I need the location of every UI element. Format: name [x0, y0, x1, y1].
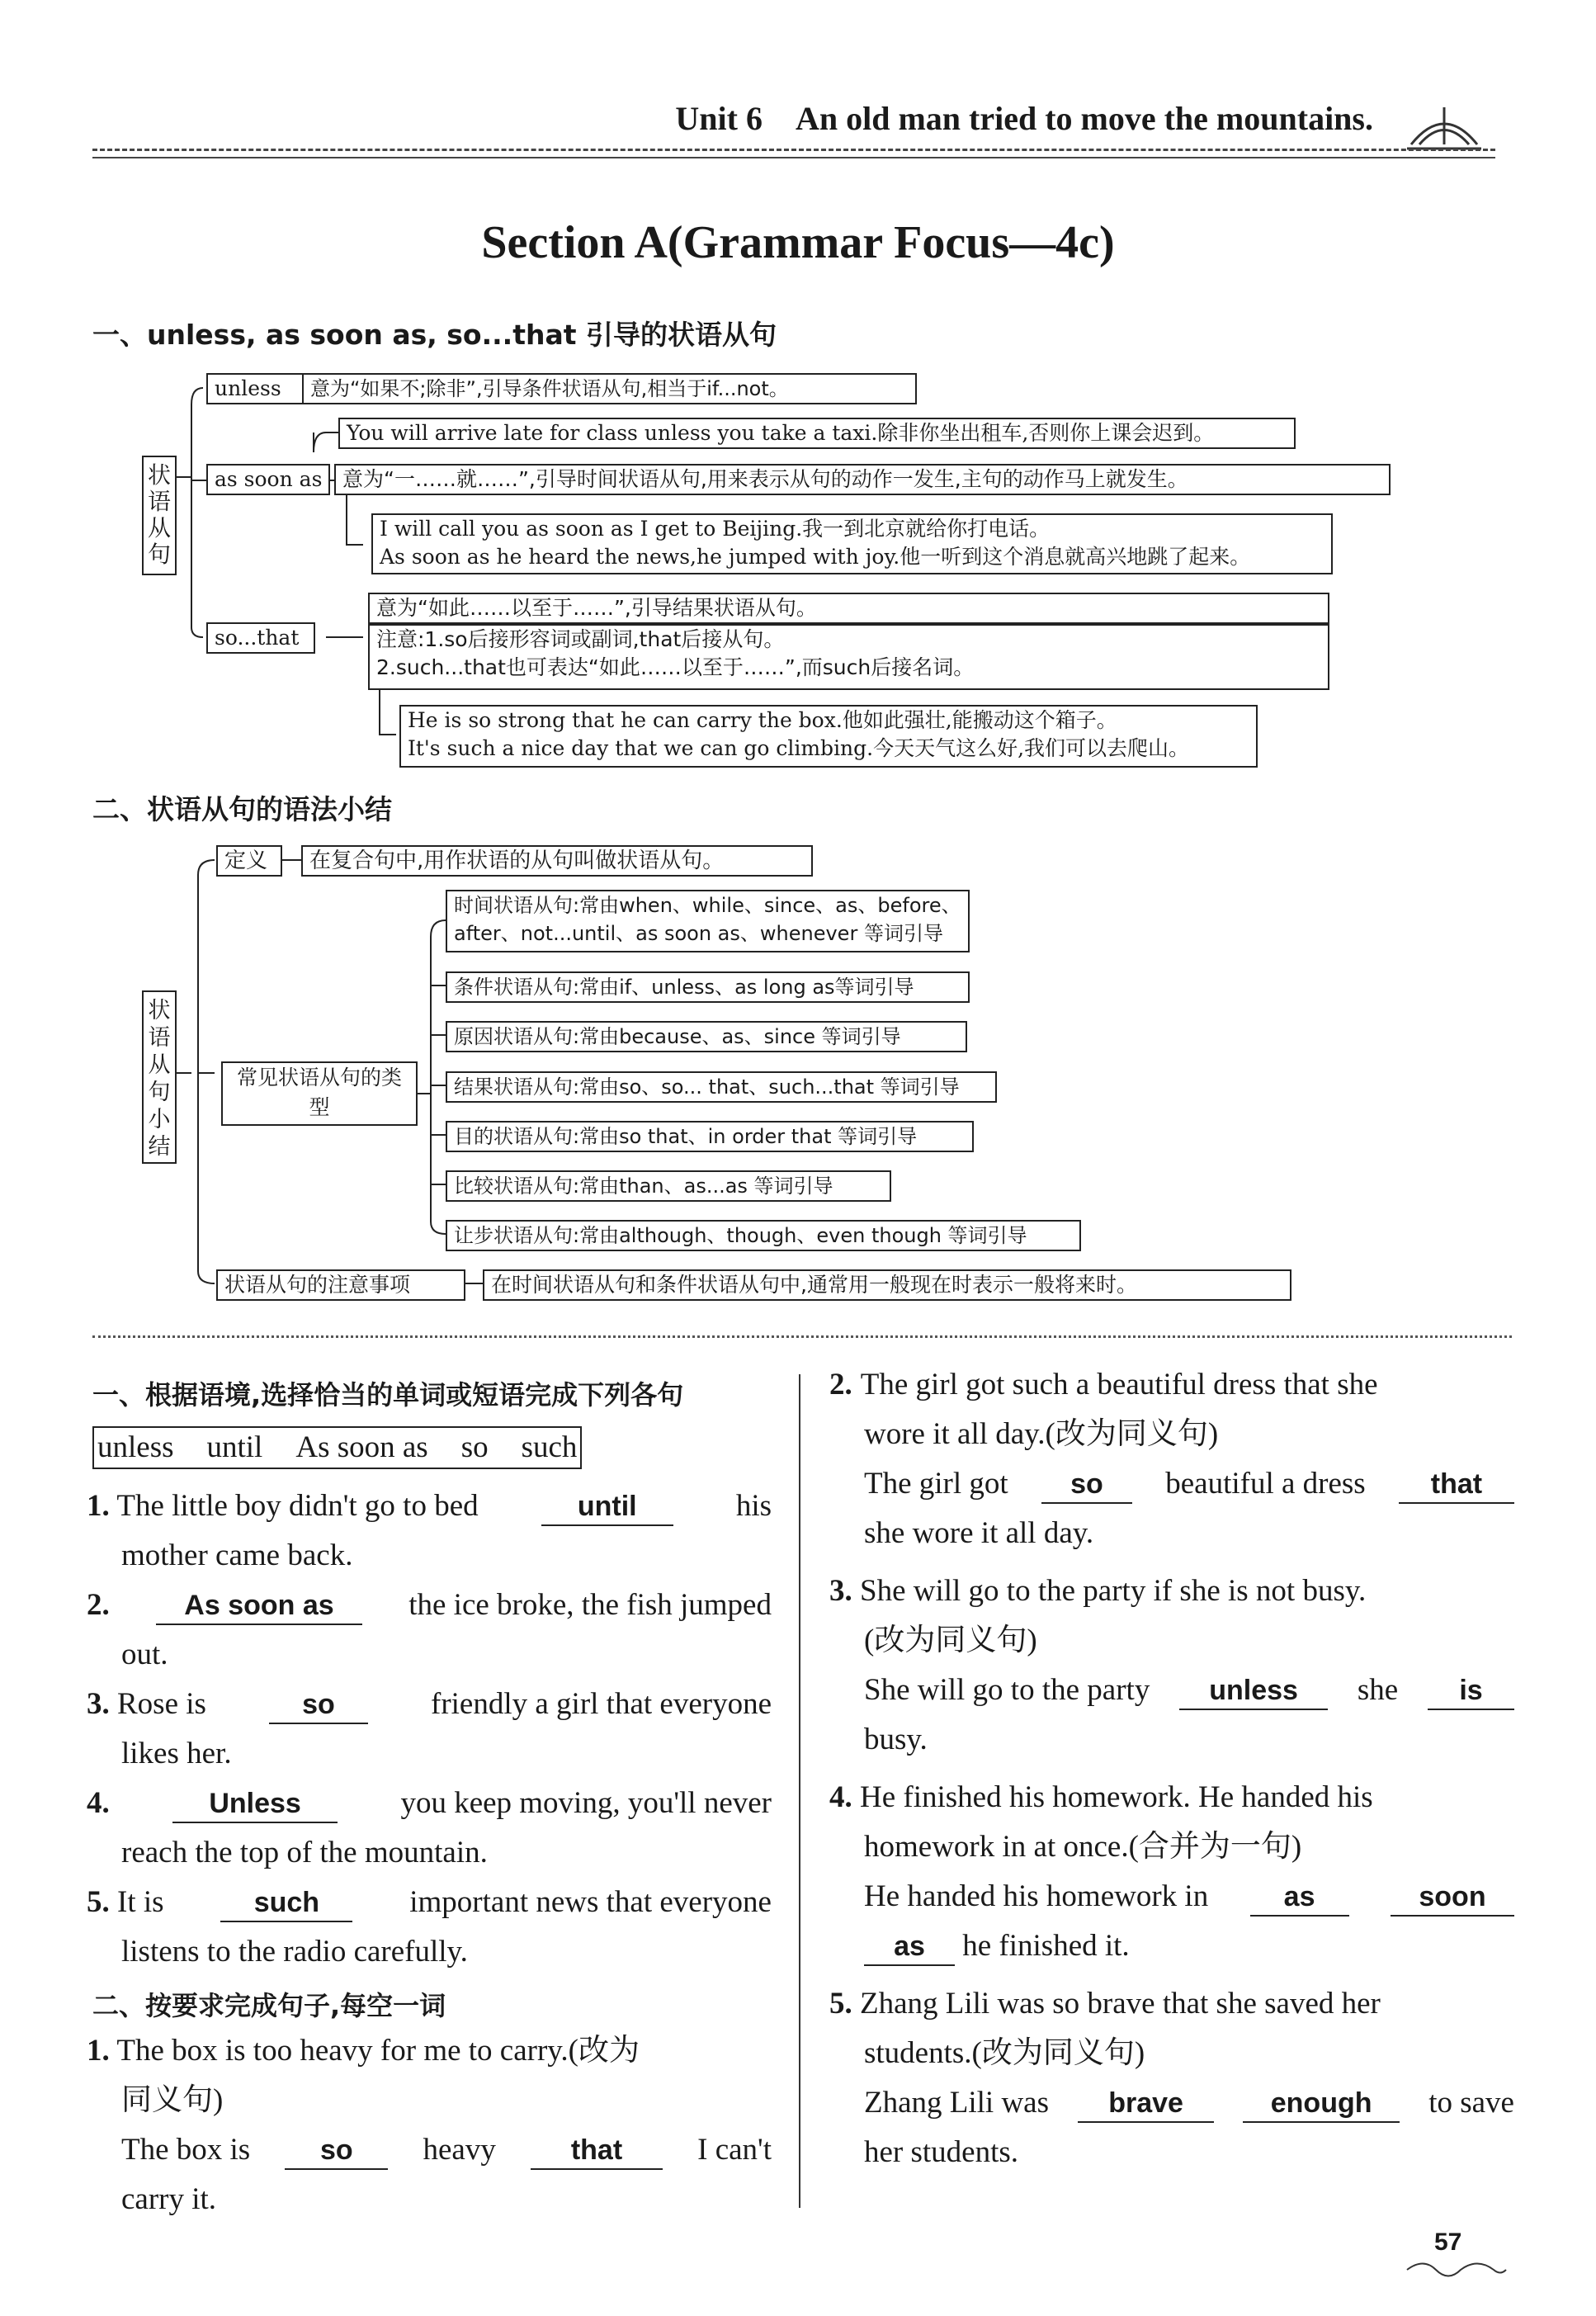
exercise2-item-5: 5. Zhang Lili was so brave that she saved her students.(改为同义句) Zhang Lili was brave enough to save her students.: [829, 1987, 1514, 2169]
exercise1-item-2: 2. As soon as the ice broke, the fish jumped out.: [87, 1588, 772, 1671]
exercise1-item-4: 4. Unless you keep moving, you'll never reach the top of the mountain.: [87, 1786, 772, 1869]
word-bank-item: unless: [97, 1430, 174, 1464]
unless-meaning: 意为“如果不;除非”,引导条件状语从句,相当于if...not。: [302, 373, 917, 404]
answer-blank: until: [541, 1488, 673, 1526]
answer-blank: enough: [1243, 2085, 1400, 2123]
definition-label: 定义: [216, 845, 282, 877]
definition-text: 在复合句中,用作状语的从句叫做状语从句。: [301, 845, 813, 877]
word-bank-item: until: [206, 1430, 263, 1464]
so-that-example-2: It's such a nice day that we can go climbing.今天天气这么好,我们可以去爬山。: [408, 736, 1190, 760]
exercise1-heading: 一、根据语境,选择恰当的单词或短语完成下列各句: [92, 1379, 684, 1411]
as-soon-as-example-1: I will call you as soon as I get to Beijing.我一到北京就给你打电话。: [380, 517, 1051, 541]
answer-blank: so: [269, 1686, 368, 1724]
page-number: 57: [1434, 2229, 1462, 2256]
answer-blank: brave: [1078, 2085, 1214, 2123]
footer-ornament-icon: [1403, 2257, 1510, 2282]
type-result: 结果状语从句:常由so、so... that、such...that 等词引导: [446, 1071, 997, 1103]
answer-blank: unless: [1179, 1672, 1328, 1710]
part1-root: 状语从句: [142, 456, 177, 575]
so-that-notes: [368, 624, 1329, 690]
type-reason: 原因状语从句:常由because、as、since 等词引导: [446, 1021, 967, 1052]
unless-example: You will arrive late for class unless you take a taxi.除非你坐出租车,否则你上课会迟到。: [338, 418, 1296, 449]
type-condition: 条件状语从句:常由if、unless、as long as等词引导: [446, 971, 970, 1003]
notice-text: 在时间状语从句和条件状语从句中,通常用一般现在时表示一般将来时。: [483, 1269, 1291, 1301]
answer-blank: that: [1399, 1466, 1514, 1504]
types-label: 常见状语从句的类型: [221, 1061, 418, 1126]
answer-blank: is: [1428, 1672, 1514, 1710]
part1-heading: 一、unless, as soon as, so...that 引导的状语从句: [92, 319, 777, 351]
word-bank-item: such: [521, 1430, 578, 1464]
unit-title: An old man tried to move the mountains.: [795, 100, 1373, 137]
exercise2-heading: 二、按要求完成句子,每空一词: [92, 1990, 446, 2021]
type-time: [446, 890, 970, 952]
word-bank-item: so: [460, 1430, 489, 1464]
answer-blank: Unless: [172, 1785, 338, 1823]
exercise1-item-1: 1. The little boy didn't go to bed until his mother came back.: [87, 1489, 772, 1572]
word-bank: [92, 1426, 582, 1469]
part2-root: 状语从句小结: [142, 990, 177, 1164]
answer-blank: so: [1041, 1466, 1132, 1504]
type-purpose: 目的状语从句:常由so that、in order that 等词引导: [446, 1121, 974, 1152]
type-comparison: 比较状语从句:常由than、as...as 等词引导: [446, 1170, 891, 1202]
notice-label: 状语从句的注意事项: [216, 1269, 465, 1301]
so-that-note-2: 2.such...that也可表达“如此……以至于……”,而such后接名词。: [376, 655, 975, 679]
answer-blank: soon: [1391, 1879, 1514, 1917]
section-title: Section A(Grammar Focus—4c): [481, 217, 1115, 268]
as-soon-as-example-2: As soon as he heard the news,he jumped with joy.他一听到这个消息就高兴地跳了起来。: [380, 545, 1251, 569]
type-time-line-2: after、not...until、as soon as、whenever 等词引导: [454, 922, 943, 945]
section-divider: [92, 1335, 1512, 1338]
exercise1-item-3: 3. Rose is so friendly a girl that everyone likes her.: [87, 1687, 772, 1770]
answer-blank: as: [864, 1928, 955, 1966]
so-that-meaning: 意为“如此……以至于……”,引导结果状语从句。: [368, 593, 1329, 624]
exercise2-item-4: 4. He finished his homework. He handed his homework in at once.(合并为一句) He handed his homework in as soon as he finished it.: [829, 1773, 1514, 1971]
answer-blank: as: [1250, 1879, 1349, 1917]
answer-blank: so: [285, 2132, 388, 2170]
exercise2-item-2: 2. The girl got such a beautiful dress that she wore it all day.(改为同义句) The girl got so beautiful a dress that she wore it all day.: [829, 1360, 1514, 1558]
word-bank-item: As soon as: [295, 1430, 428, 1464]
exercise2-item-1: 1. The box is too heavy for me to carry.(改为 同义句) The box is so heavy that I can't carry it.: [87, 2034, 772, 2216]
branch-unless: unless: [206, 373, 328, 404]
so-that-examples: [399, 705, 1258, 768]
type-concession: 让步状语从句:常由although、though、even though 等词引导: [446, 1220, 1081, 1251]
answer-blank: As soon as: [156, 1587, 362, 1625]
as-soon-as-examples: [371, 513, 1333, 574]
part2-heading: 二、状语从句的语法小结: [92, 793, 392, 825]
exercise1-item-5: 5. It is such important news that everyone listens to the radio carefully.: [87, 1885, 772, 1969]
type-time-line-1: 时间状语从句:常由when、while、since、as、before、: [454, 894, 961, 917]
answer-blank: such: [220, 1884, 352, 1922]
column-divider: [799, 1374, 800, 2208]
exercise2-item-3: 3. She will go to the party if she is not busy. (改为同义句) She will go to the party unless she is busy.: [829, 1567, 1514, 1765]
so-that-note-1: 注意:1.so后接形容词或副词,that后接从句。: [376, 627, 785, 651]
unit-label: Unit 6: [675, 100, 763, 137]
branch-so-that: so...that: [206, 622, 315, 654]
as-soon-as-meaning: 意为“一……就……”,引导时间状语从句,用来表示从句的动作一发生,主句的动作马上就发生。: [334, 464, 1391, 495]
so-that-example-1: He is so strong that he can carry the box.他如此强壮,能搬动这个箱子。: [408, 708, 1117, 732]
answer-blank: that: [531, 2132, 663, 2170]
branch-as-soon-as: as soon as: [206, 464, 330, 495]
